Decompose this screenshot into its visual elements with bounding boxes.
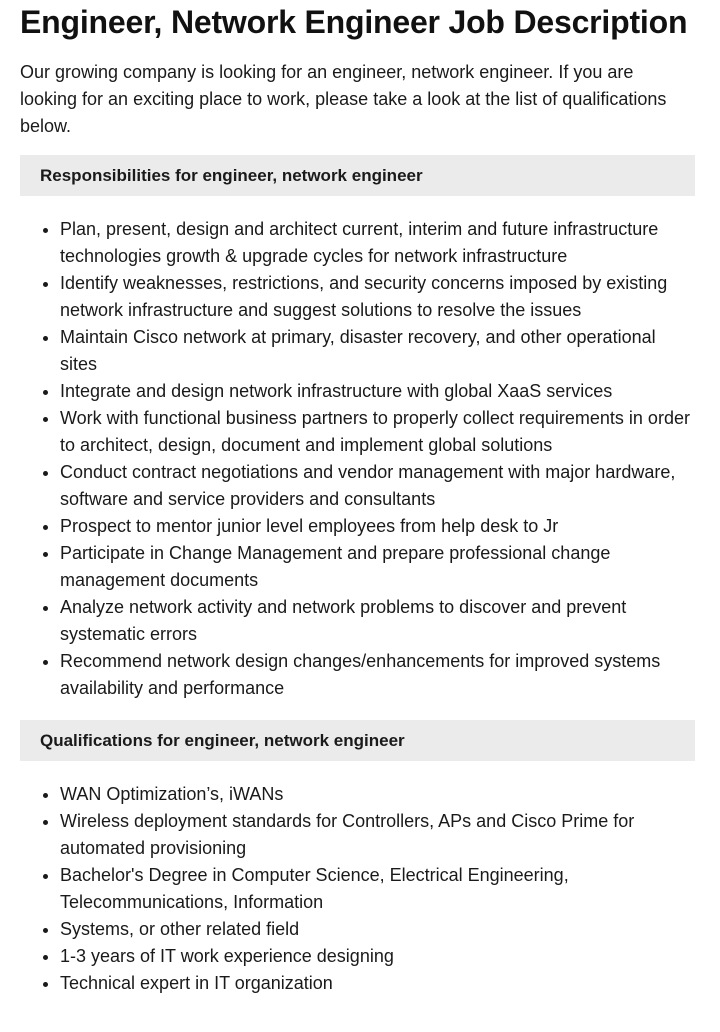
- list-item: • Identify weaknesses, restrictions, and security concerns imposed by existing network infrastructure and suggest solutions to resolve the issues: [60, 270, 695, 324]
- intro-paragraph: Our growing company is looking for an engineer, network engineer. If you are looking for an exciting place to work, please take a look at the list of qualifications below.: [20, 62, 667, 136]
- list-item: • Plan, present, design and architect current, interim and future infrastructure technologies growth & upgrade cycles for network infrastructure: [60, 216, 695, 270]
- qualifications-list: [20, 781, 695, 997]
- job-description: [0, 2, 720, 997]
- list-item: • Work with functional business partners to properly collect requirements in order to architect, design, document and implement global solutions: [60, 405, 695, 459]
- qualifications-heading: Qualifications for engineer, network engineer: [20, 720, 695, 761]
- list-item: • Integrate and design network infrastructure with global XaaS services: [60, 378, 695, 405]
- list-item: • Recommend network design changes/enhancements for improved systems availability and performance: [60, 648, 695, 702]
- list-item: • 1-3 years of IT work experience designing: [60, 943, 695, 970]
- list-item: • Bachelor's Degree in Computer Science, Electrical Engineering, Telecommunications, Information: [60, 862, 695, 916]
- list-item: • Participate in Change Management and prepare professional change management documents: [60, 540, 695, 594]
- page-title: Engineer, Network Engineer Job Description: [20, 4, 688, 40]
- responsibilities-list: [20, 216, 695, 702]
- list-item: • Prospect to mentor junior level employees from help desk to Jr: [60, 513, 695, 540]
- responsibilities-heading: Responsibilities for engineer, network engineer: [20, 155, 695, 196]
- list-item: • WAN Optimization’s, iWANs: [60, 781, 695, 808]
- list-item: • Conduct contract negotiations and vendor management with major hardware, software and service providers and consultants: [60, 459, 695, 513]
- list-item: • Technical expert in IT organization: [60, 970, 695, 997]
- list-item: • Systems, or other related field: [60, 916, 695, 943]
- list-item: • Maintain Cisco network at primary, disaster recovery, and other operational sites: [60, 324, 695, 378]
- list-item: • Analyze network activity and network problems to discover and prevent systematic errors: [60, 594, 695, 648]
- list-item: • Wireless deployment standards for Controllers, APs and Cisco Prime for automated provisioning: [60, 808, 695, 862]
